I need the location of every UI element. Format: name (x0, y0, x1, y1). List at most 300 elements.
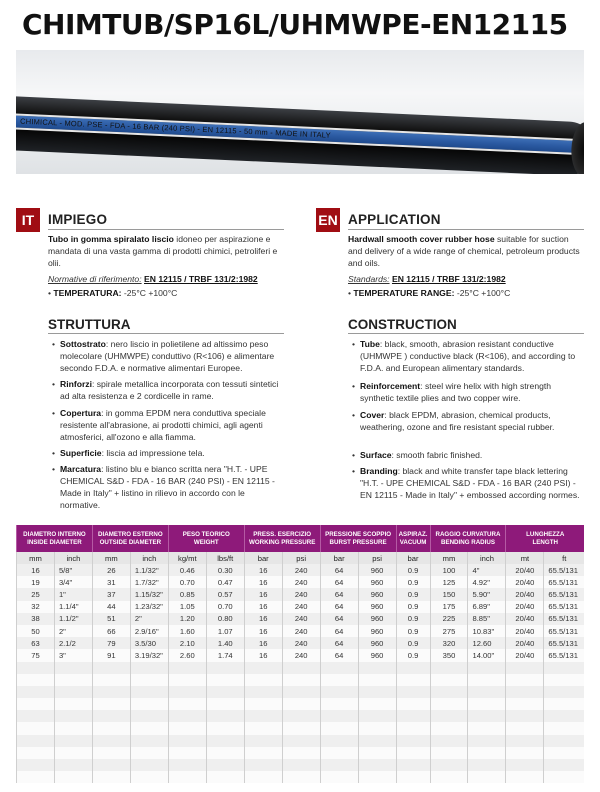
table-cell: 19 (17, 576, 55, 588)
table-cell (506, 686, 544, 698)
table-cell (130, 735, 168, 747)
table-cell: 960 (358, 601, 396, 613)
table-cell (17, 771, 55, 783)
table-cell (320, 710, 358, 722)
table-cell (358, 674, 396, 686)
it-bullet-superficie: • Superficie: liscia ad impressione tela. (52, 447, 284, 459)
table-cell (92, 735, 130, 747)
table-cell: 0.9 (396, 637, 430, 649)
table-cell: 16 (244, 588, 282, 600)
empty-table-row (17, 771, 585, 783)
table-cell: 16 (244, 613, 282, 625)
table-cell (54, 674, 92, 686)
table-cell: 0.9 (396, 649, 430, 661)
empty-table-row (17, 698, 585, 710)
table-cell: 26 (92, 564, 130, 576)
table-cell (544, 698, 584, 710)
unit-header-cell: inch (54, 552, 92, 564)
table-cell (206, 759, 244, 771)
table-cell: 65.5/131 (544, 637, 584, 649)
table-cell (396, 771, 430, 783)
en-standards-value: EN 12115 / TRBF 131/2:1982 (391, 274, 506, 284)
unit-header-cell: bar (244, 552, 282, 564)
table-cell (130, 686, 168, 698)
table-cell (358, 735, 396, 747)
hose-photo (16, 50, 584, 174)
table-cell: 960 (358, 588, 396, 600)
table-row (17, 613, 585, 625)
table-cell: 0.85 (168, 588, 206, 600)
table-cell: 91 (92, 649, 130, 661)
table-cell: 3.19/32" (130, 649, 168, 661)
table-cell (544, 710, 584, 722)
table-cell: 960 (358, 625, 396, 637)
table-cell (130, 662, 168, 674)
table-cell: 16 (244, 637, 282, 649)
table-cell: 0.9 (396, 564, 430, 576)
empty-table-row (17, 674, 585, 686)
table-cell: 31 (92, 576, 130, 588)
hose-brand-stripe (16, 113, 584, 156)
table-group-header (17, 525, 585, 552)
en-construction-heading: CONSTRUCTION (348, 317, 457, 332)
table-cell: 225 (430, 613, 468, 625)
table-cell: 1.20 (168, 613, 206, 625)
table-cell (17, 674, 55, 686)
table-cell (206, 710, 244, 722)
table-cell (430, 674, 468, 686)
table-cell (17, 662, 55, 674)
table-cell: 1.05 (168, 601, 206, 613)
table-cell (468, 698, 506, 710)
table-cell: 2.1/2 (54, 637, 92, 649)
table-cell: 1.40 (206, 637, 244, 649)
table-cell: 65.5/131 (544, 649, 584, 661)
en-construction-rule (348, 333, 584, 334)
hose-image (16, 96, 584, 174)
unit-header-cell: bar (396, 552, 430, 564)
table-cell (468, 686, 506, 698)
empty-table-row (17, 747, 585, 759)
table-cell: 16 (244, 564, 282, 576)
table-cell (506, 710, 544, 722)
table-cell: 65.5/131 (544, 613, 584, 625)
table-cell (544, 747, 584, 759)
table-cell (17, 747, 55, 759)
table-cell: 16 (244, 601, 282, 613)
table-cell: 64 (320, 576, 358, 588)
en-bullet-branding: • Branding: black and white transfer tape black lettering "H.T. - UPE CHEMICAL S&D - FDA - 16 BAR (240 PSI) - EN 12115 - Made in Italy" + embossed according normes. (352, 465, 584, 501)
column-group-header: DIAMETRO INTERNO INSIDE DIAMETER (17, 525, 93, 552)
table-cell: 25 (17, 588, 55, 600)
table-cell (244, 759, 282, 771)
table-cell: 20/40 (506, 601, 544, 613)
table-row (17, 601, 585, 613)
table-cell: 16 (244, 625, 282, 637)
specs-table (16, 525, 584, 783)
table-cell (130, 674, 168, 686)
table-cell (130, 698, 168, 710)
table-cell: 1.7/32" (130, 576, 168, 588)
table-cell (358, 771, 396, 783)
table-cell (206, 747, 244, 759)
table-cell: 44 (92, 601, 130, 613)
table-cell: 275 (430, 625, 468, 637)
column-group-header: DIAMETRO ESTERNO OUTSIDE DIAMETER (92, 525, 168, 552)
table-cell: 20/40 (506, 649, 544, 661)
table-cell: 3" (54, 649, 92, 661)
table-cell (92, 710, 130, 722)
table-cell (92, 662, 130, 674)
table-cell (244, 722, 282, 734)
table-cell (92, 722, 130, 734)
table-cell (244, 698, 282, 710)
table-body (17, 564, 585, 783)
table-cell: 2.60 (168, 649, 206, 661)
table-cell: 20/40 (506, 588, 544, 600)
table-cell (358, 759, 396, 771)
table-cell (168, 747, 206, 759)
table-cell (430, 759, 468, 771)
table-cell: 4.92" (468, 576, 506, 588)
it-heading-rule (48, 229, 284, 230)
table-cell (506, 771, 544, 783)
table-cell (282, 722, 320, 734)
table-cell (130, 747, 168, 759)
table-cell: 1.1/2" (54, 613, 92, 625)
table-cell (244, 662, 282, 674)
table-cell: 0.57 (206, 588, 244, 600)
table-cell: 20/40 (506, 576, 544, 588)
unit-header-cell: ft (544, 552, 584, 564)
table-cell: 1.1/32" (130, 564, 168, 576)
table-cell: 14.00" (468, 649, 506, 661)
table-cell (358, 686, 396, 698)
table-cell: 10.83" (468, 625, 506, 637)
table-cell (320, 674, 358, 686)
table-cell (54, 747, 92, 759)
table-cell: 79 (92, 637, 130, 649)
table-cell: 240 (282, 576, 320, 588)
table-cell (396, 698, 430, 710)
table-cell (244, 747, 282, 759)
table-cell: 240 (282, 613, 320, 625)
table-cell (17, 686, 55, 698)
it-standards-value: EN 12115 / TRBF 131/2:1982 (144, 274, 258, 284)
it-impiego-body: Tubo in gomma spiralato liscio idoneo per aspirazione e mandata di una vasta gamma di prodotti chimici, petroliferi e olii. Normative di riferimento: EN 12115 / TRBF 131/2:1982 • TEMPERATURA: -25°C +100°C (48, 234, 278, 298)
table-cell: 960 (358, 564, 396, 576)
table-cell: 240 (282, 625, 320, 637)
table-cell (206, 674, 244, 686)
table-cell (130, 710, 168, 722)
table-cell (206, 686, 244, 698)
table-cell: 1" (54, 588, 92, 600)
table-row (17, 649, 585, 661)
empty-table-row (17, 722, 585, 734)
table-cell (54, 686, 92, 698)
it-struttura-heading: STRUTTURA (48, 317, 131, 332)
table-cell (168, 722, 206, 734)
table-cell: 37 (92, 588, 130, 600)
column-group-header: PRESSIONE SCOPPIO BURST PRESSURE (320, 525, 396, 552)
table-cell (168, 771, 206, 783)
table-cell (244, 686, 282, 698)
table-cell: 5/8" (54, 564, 92, 576)
table-cell (358, 710, 396, 722)
table-cell (92, 686, 130, 698)
unit-header-cell: mm (17, 552, 55, 564)
table-cell (282, 674, 320, 686)
table-cell: 20/40 (506, 637, 544, 649)
table-cell (430, 662, 468, 674)
table-cell (244, 735, 282, 747)
table-cell: 16 (244, 576, 282, 588)
table-cell: 6.89" (468, 601, 506, 613)
table-cell (244, 771, 282, 783)
table-cell: 2" (130, 613, 168, 625)
table-cell: 0.9 (396, 576, 430, 588)
table-cell (506, 747, 544, 759)
table-cell (430, 686, 468, 698)
empty-table-row (17, 759, 585, 771)
table-cell (396, 686, 430, 698)
table-cell: 1.23/32" (130, 601, 168, 613)
table-cell (17, 698, 55, 710)
table-cell (17, 722, 55, 734)
table-unit-header (17, 552, 585, 564)
table-cell (92, 771, 130, 783)
it-impiego-bold: Tubo in gomma spiralato liscio (48, 234, 174, 244)
table-cell (396, 674, 430, 686)
table-cell: 66 (92, 625, 130, 637)
table-cell (320, 747, 358, 759)
table-cell (544, 722, 584, 734)
column-group-header: RAGGIO CURVATURA BENDING RADIUS (430, 525, 506, 552)
table-cell (320, 759, 358, 771)
table-cell (206, 771, 244, 783)
table-cell (168, 735, 206, 747)
unit-header-cell: psi (282, 552, 320, 564)
en-heading-rule (348, 229, 584, 230)
it-bullet-sottostrato: • Sottostrato: nero liscio in polietilene ad altissimo peso molecolare (UHMWPE) conduttivo (R<106) e alimentare secondo F.D.A. e normative alimentari Europee. (52, 338, 284, 374)
table-cell: 3/4" (54, 576, 92, 588)
table-cell: 240 (282, 601, 320, 613)
table-cell (54, 771, 92, 783)
table-cell (320, 698, 358, 710)
it-temp-label: TEMPERATURA: (53, 288, 122, 298)
en-bullet-tube: • Tube: black, smooth, abrasion resistant conductive (UHMWPE ) conductive black (R<106), and according to F.D.A. and European alimentary standards. (352, 338, 584, 374)
table-cell: 240 (282, 564, 320, 576)
table-cell (506, 674, 544, 686)
table-cell: 16 (17, 564, 55, 576)
table-cell: 63 (17, 637, 55, 649)
table-row (17, 576, 585, 588)
table-cell (468, 759, 506, 771)
table-cell: 1.15/32" (130, 588, 168, 600)
table-cell: 0.9 (396, 625, 430, 637)
it-bullet-marcatura: • Marcatura: listino blu e bianco scritta nera "H.T. - UPE CHEMICAL S&D - FDA - 16 BAR (240 PSI) - EN 12115 - Made in Italy" + listino in rilievo in accordo con le normative. (52, 463, 284, 511)
empty-table-row (17, 735, 585, 747)
column-group-header: ASPIRAZ. VACUUM (396, 525, 430, 552)
hose-print-text: CHIMICAL - MOD. PSE - FDA - 16 BAR (240 PSI) - EN 12115 - 50 mm - MADE IN ITALY (19, 116, 331, 140)
table-cell (130, 722, 168, 734)
table-cell: 960 (358, 576, 396, 588)
table-cell (396, 722, 430, 734)
table-cell: 240 (282, 649, 320, 661)
table-cell (17, 710, 55, 722)
table-cell: 64 (320, 637, 358, 649)
unit-header-cell: inch (468, 552, 506, 564)
table-cell: 20/40 (506, 564, 544, 576)
table-cell: 0.70 (168, 576, 206, 588)
table-row (17, 637, 585, 649)
table-cell (358, 747, 396, 759)
table-cell (468, 747, 506, 759)
table-cell: 960 (358, 613, 396, 625)
table-cell (430, 710, 468, 722)
table-cell: 240 (282, 588, 320, 600)
table-cell: 64 (320, 649, 358, 661)
it-impiego-text: idoneo per aspirazione e mandata di una vasta gamma di prodotti chimici, petroliferi e olii. (48, 234, 278, 268)
table-cell: 65.5/131 (544, 564, 584, 576)
table-cell (468, 771, 506, 783)
it-language-badge: IT (16, 208, 40, 232)
table-cell (506, 662, 544, 674)
table-cell (282, 698, 320, 710)
en-application-heading: APPLICATION (348, 212, 441, 227)
table-cell (130, 771, 168, 783)
table-cell: 51 (92, 613, 130, 625)
column-group-header: LUNGHEZZA LENGTH (506, 525, 584, 552)
table-cell (506, 722, 544, 734)
table-cell (168, 662, 206, 674)
table-cell (92, 747, 130, 759)
table-cell (206, 662, 244, 674)
table-cell (430, 722, 468, 734)
unit-header-cell: inch (130, 552, 168, 564)
en-bullet-surface: • Surface: smooth fabric finished. (352, 449, 584, 461)
table-cell (468, 735, 506, 747)
table-row (17, 588, 585, 600)
table-cell: 4" (468, 564, 506, 576)
table-cell (17, 735, 55, 747)
empty-table-row (17, 662, 585, 674)
table-cell (430, 735, 468, 747)
unit-header-cell: kg/mt (168, 552, 206, 564)
table-cell: 0.70 (206, 601, 244, 613)
table-cell (92, 698, 130, 710)
table-cell: 8.85" (468, 613, 506, 625)
table-cell: 0.30 (206, 564, 244, 576)
table-cell (396, 662, 430, 674)
table-cell: 0.46 (168, 564, 206, 576)
en-application-bold: Hardwall smooth cover rubber hose (348, 234, 495, 244)
it-temp-value: -25°C +100°C (121, 288, 178, 298)
en-application-body: Hardwall smooth cover rubber hose suitable for suction and delivery of a wide range of chemical, petroleum products and oils. Standards: EN 12115 / TRBF 131/2:1982 • TEMPERATURE RANGE: -25°C +100°C (348, 234, 580, 298)
table-cell: 0.9 (396, 613, 430, 625)
table-cell (54, 710, 92, 722)
table-cell (320, 662, 358, 674)
table-cell (282, 662, 320, 674)
table-cell: 65.5/131 (544, 625, 584, 637)
table-cell (54, 735, 92, 747)
table-cell: 0.47 (206, 576, 244, 588)
table-cell: 320 (430, 637, 468, 649)
table-cell: 64 (320, 601, 358, 613)
table-cell: 2" (54, 625, 92, 637)
table-cell (54, 698, 92, 710)
en-bullet-reinforcement: • Reinforcement: steel wire helix with high strength synthetic textile plies and two copper wire. (352, 380, 584, 404)
en-language-badge: EN (316, 208, 340, 232)
table-cell: 125 (430, 576, 468, 588)
table-cell: 64 (320, 625, 358, 637)
table-cell: 0.9 (396, 588, 430, 600)
en-bullet-cover: • Cover: black EPDM, abrasion, chemical products, weathering, ozone and fire resistant special rubber. (352, 409, 584, 433)
unit-header-cell: bar (320, 552, 358, 564)
table-cell (282, 759, 320, 771)
table-cell: 350 (430, 649, 468, 661)
table-cell (430, 698, 468, 710)
unit-header-cell: mm (92, 552, 130, 564)
table-cell (468, 674, 506, 686)
table-cell (358, 698, 396, 710)
table-cell (320, 686, 358, 698)
table-cell: 150 (430, 588, 468, 600)
table-cell (320, 722, 358, 734)
table-row (17, 625, 585, 637)
table-cell (468, 710, 506, 722)
table-cell (130, 759, 168, 771)
table-cell: 64 (320, 588, 358, 600)
table-cell: 32 (17, 601, 55, 613)
table-cell: 65.5/131 (544, 601, 584, 613)
it-bullet-rinforzi: • Rinforzi: spirale metallica incorporata con tessuti sintetici ad alta resistenza e 2 cordicelle in rame. (52, 378, 284, 402)
table-cell: 38 (17, 613, 55, 625)
table-cell (468, 662, 506, 674)
table-cell: 0.9 (396, 601, 430, 613)
table-cell (544, 759, 584, 771)
table-cell (358, 662, 396, 674)
empty-table-row (17, 686, 585, 698)
table-cell: 20/40 (506, 613, 544, 625)
table-cell: 64 (320, 564, 358, 576)
it-impiego-heading: IMPIEGO (48, 212, 108, 227)
table-cell: 12.60 (468, 637, 506, 649)
table-cell (506, 698, 544, 710)
table-cell (92, 674, 130, 686)
table-cell (506, 759, 544, 771)
table-cell: 64 (320, 613, 358, 625)
unit-header-cell: mm (430, 552, 468, 564)
table-cell (282, 747, 320, 759)
table-cell (54, 662, 92, 674)
table-cell (396, 747, 430, 759)
table-cell (396, 759, 430, 771)
table-cell: 175 (430, 601, 468, 613)
page-title: CHIMTUB/SP16L/UHMWPE-EN12115 (22, 8, 568, 41)
table-cell: 100 (430, 564, 468, 576)
table-cell (544, 686, 584, 698)
table-cell (244, 674, 282, 686)
table-cell: 2.10 (168, 637, 206, 649)
table-cell (206, 698, 244, 710)
table-cell (544, 674, 584, 686)
unit-header-cell: lbs/ft (206, 552, 244, 564)
table-cell (168, 674, 206, 686)
it-struttura-rule (48, 333, 284, 334)
en-application-text: suitable for suction and delivery of a wide range of chemical, petroleum products and oils. (348, 234, 580, 268)
table-cell: 3.5/30 (130, 637, 168, 649)
